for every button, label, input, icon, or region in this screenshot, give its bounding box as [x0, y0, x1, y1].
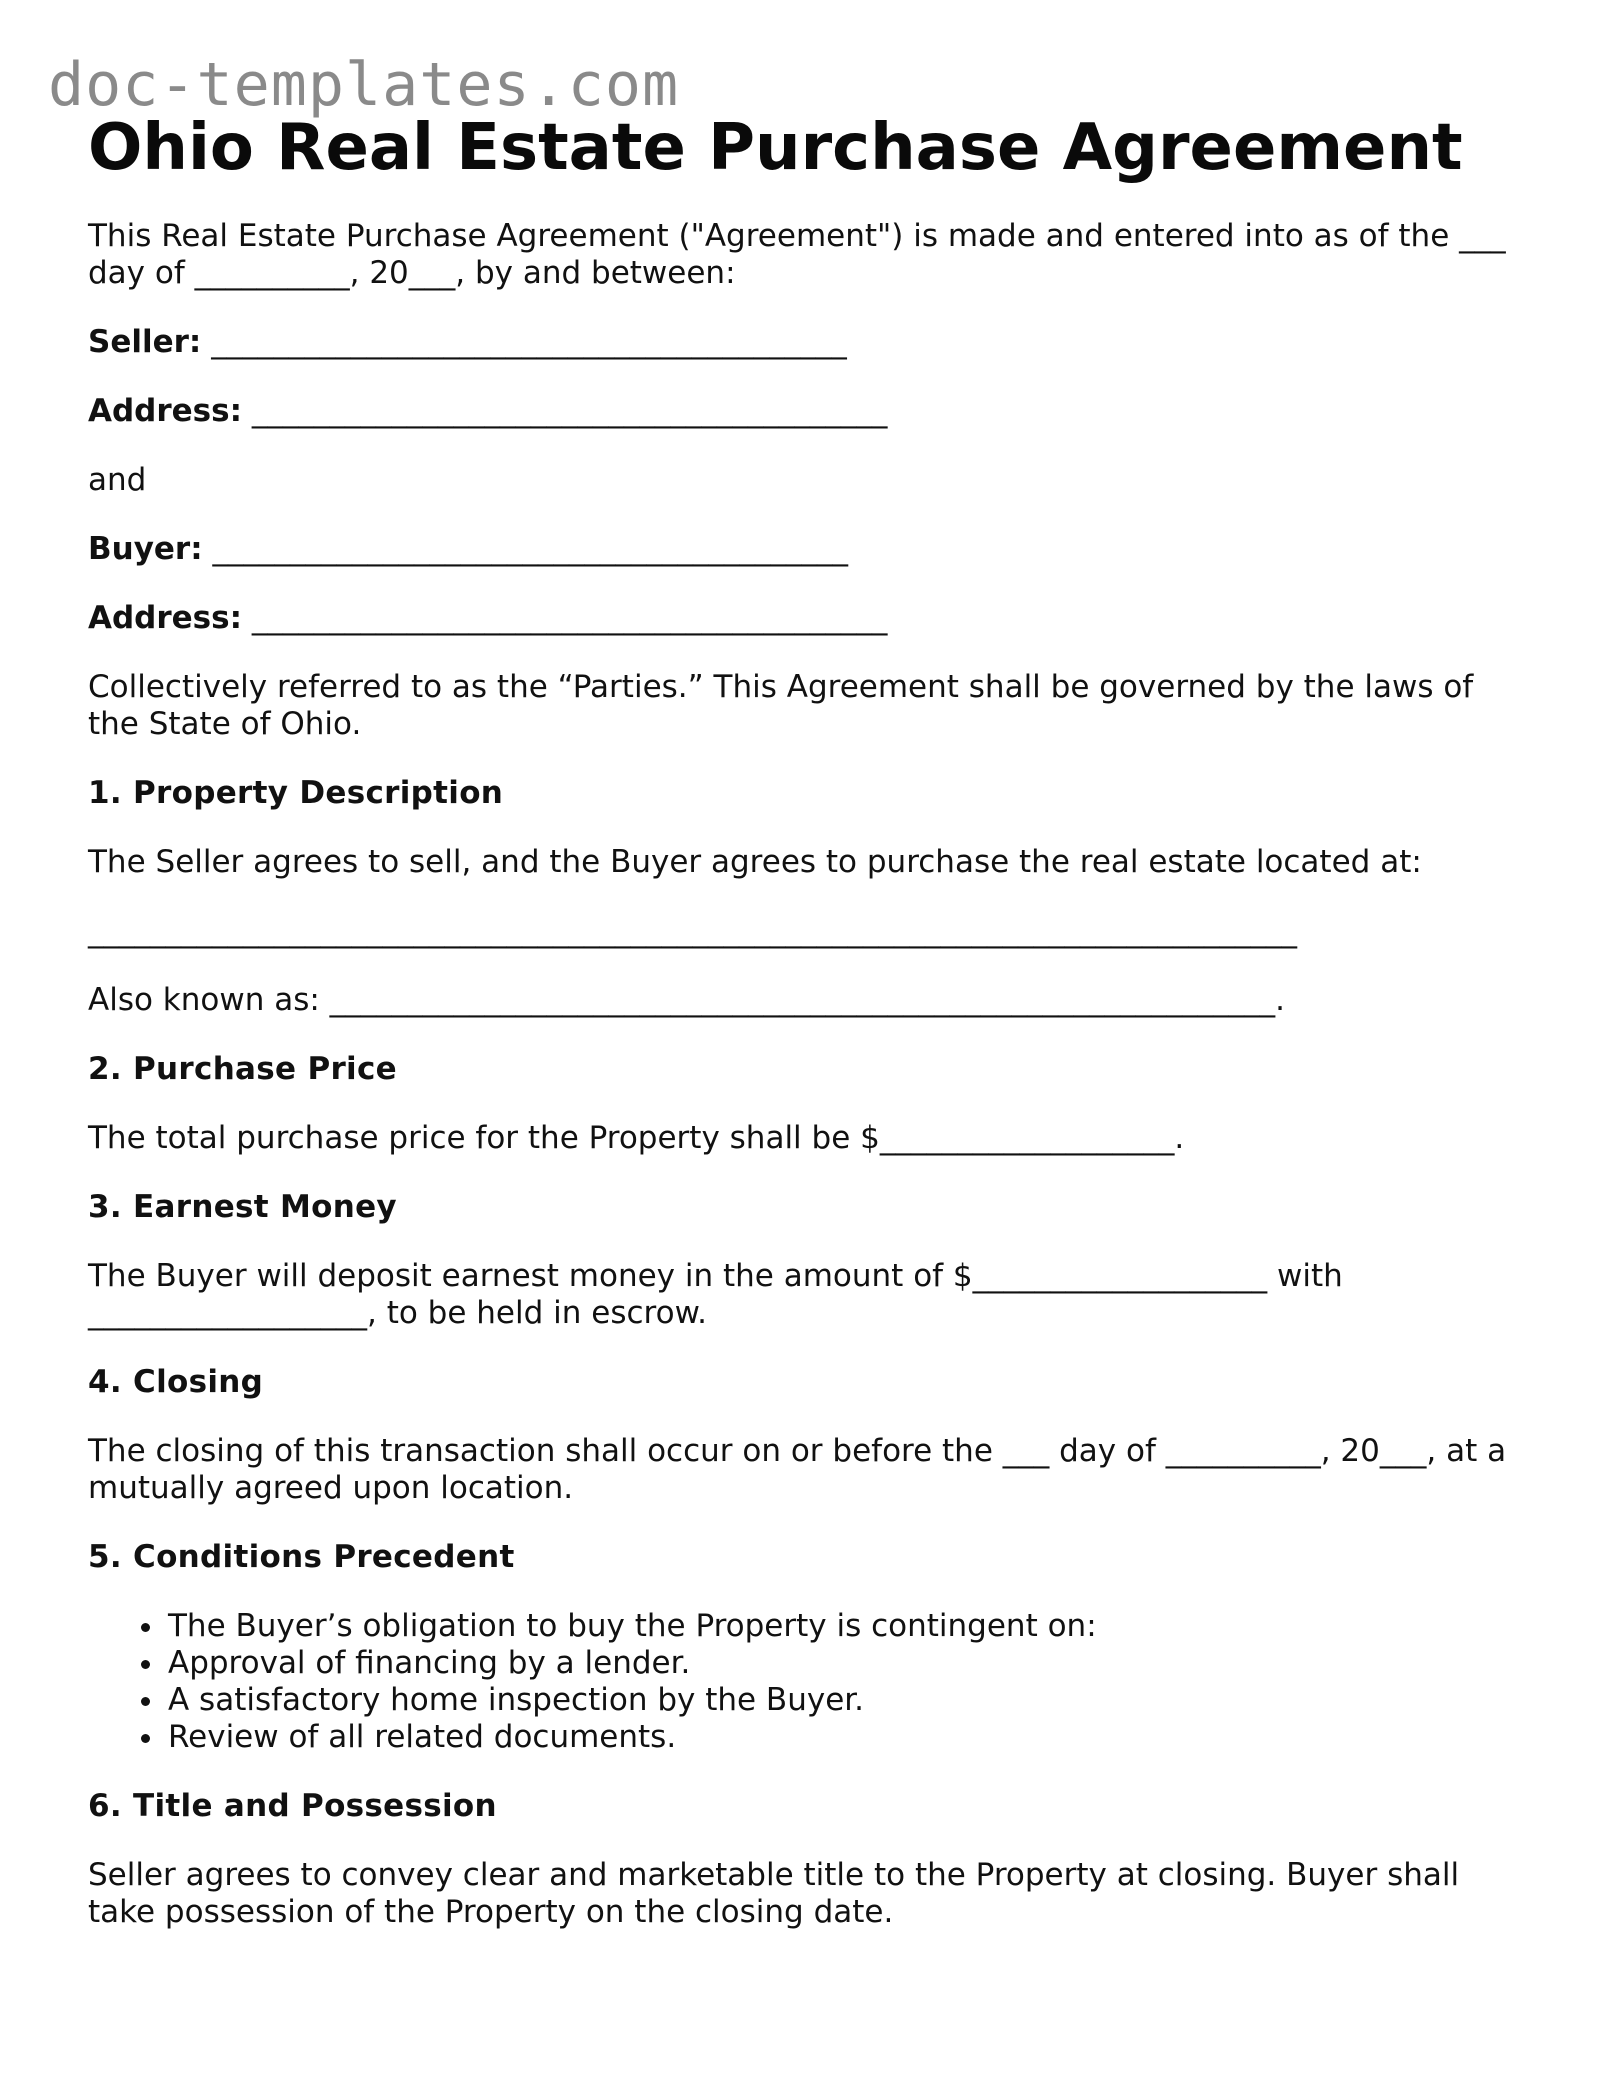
buyer-address-label: Address: [88, 600, 242, 636]
property-description-text: The Seller agrees to sell, and the Buyer agrees to purchase the real estate located at: [88, 844, 1422, 880]
list-item: • The Buyer’s obligation to buy the Property is contingent on: [166, 1608, 1518, 1645]
list-item: • A satisfactory home inspection by the Buyer. [166, 1682, 1518, 1719]
intro-paragraph: This Real Estate Purchase Agreement ("Agreement") is made and entered into as of the ___ day of __________, 20___, by and between: [88, 218, 1506, 291]
also-known-as: Also known as: _____________________________________________________________. [88, 982, 1286, 1018]
section-heading-property-description: 1. Property Description [88, 775, 504, 811]
watermark: doc-templates.com [48, 50, 680, 120]
and-text: and [88, 462, 147, 498]
buyer-blank: _________________________________________ [212, 531, 848, 567]
parties-paragraph: Collectively referred to as the “Parties.” This Agreement shall be governed by the laws of the State of Ohio. [88, 669, 1474, 742]
buyer-address-field [88, 600, 1518, 637]
purchase-price-text: The total purchase price for the Property shall be $___________________. [88, 1120, 1185, 1156]
seller-address-label: Address: [88, 393, 242, 429]
conditions-list [88, 1608, 1518, 1756]
buyer-address-blank: _________________________________________ [251, 600, 888, 636]
earnest-money-text: The Buyer will deposit earnest money in the amount of $___________________ with __________________, to be held in escrow. [88, 1258, 1343, 1331]
property-address-blank: ______________________________________________________________________________ [88, 913, 1297, 949]
list-item: • Approval of financing by a lender. [166, 1645, 1518, 1682]
section-heading-title-and-possession: 6. Title and Possession [88, 1788, 497, 1824]
section-heading-earnest-money: 3. Earnest Money [88, 1189, 397, 1225]
page-title: Ohio Real Estate Purchase Agreement [88, 111, 1463, 185]
document-body [88, 108, 1518, 1963]
seller-blank: _________________________________________ [211, 324, 847, 360]
seller-label: Seller: [88, 324, 202, 360]
section-heading-conditions-precedent: 5. Conditions Precedent [88, 1539, 515, 1575]
seller-address-field [88, 393, 1518, 430]
section-heading-closing: 4. Closing [88, 1364, 264, 1400]
buyer-label: Buyer: [88, 531, 203, 567]
closing-text: The closing of this transaction shall occur on or before the ___ day of __________, 20___, at a mutually agreed upon location. [88, 1433, 1507, 1506]
buyer-field [88, 531, 1518, 568]
seller-address-blank: _________________________________________ [251, 393, 888, 429]
section-heading-purchase-price: 2. Purchase Price [88, 1051, 397, 1087]
list-item: • Review of all related documents. [166, 1719, 1518, 1756]
title-possession-text: Seller agrees to convey clear and marketable title to the Property at closing. Buyer shall take possession of the Property on the closing date. [88, 1857, 1460, 1930]
seller-field [88, 324, 1518, 361]
